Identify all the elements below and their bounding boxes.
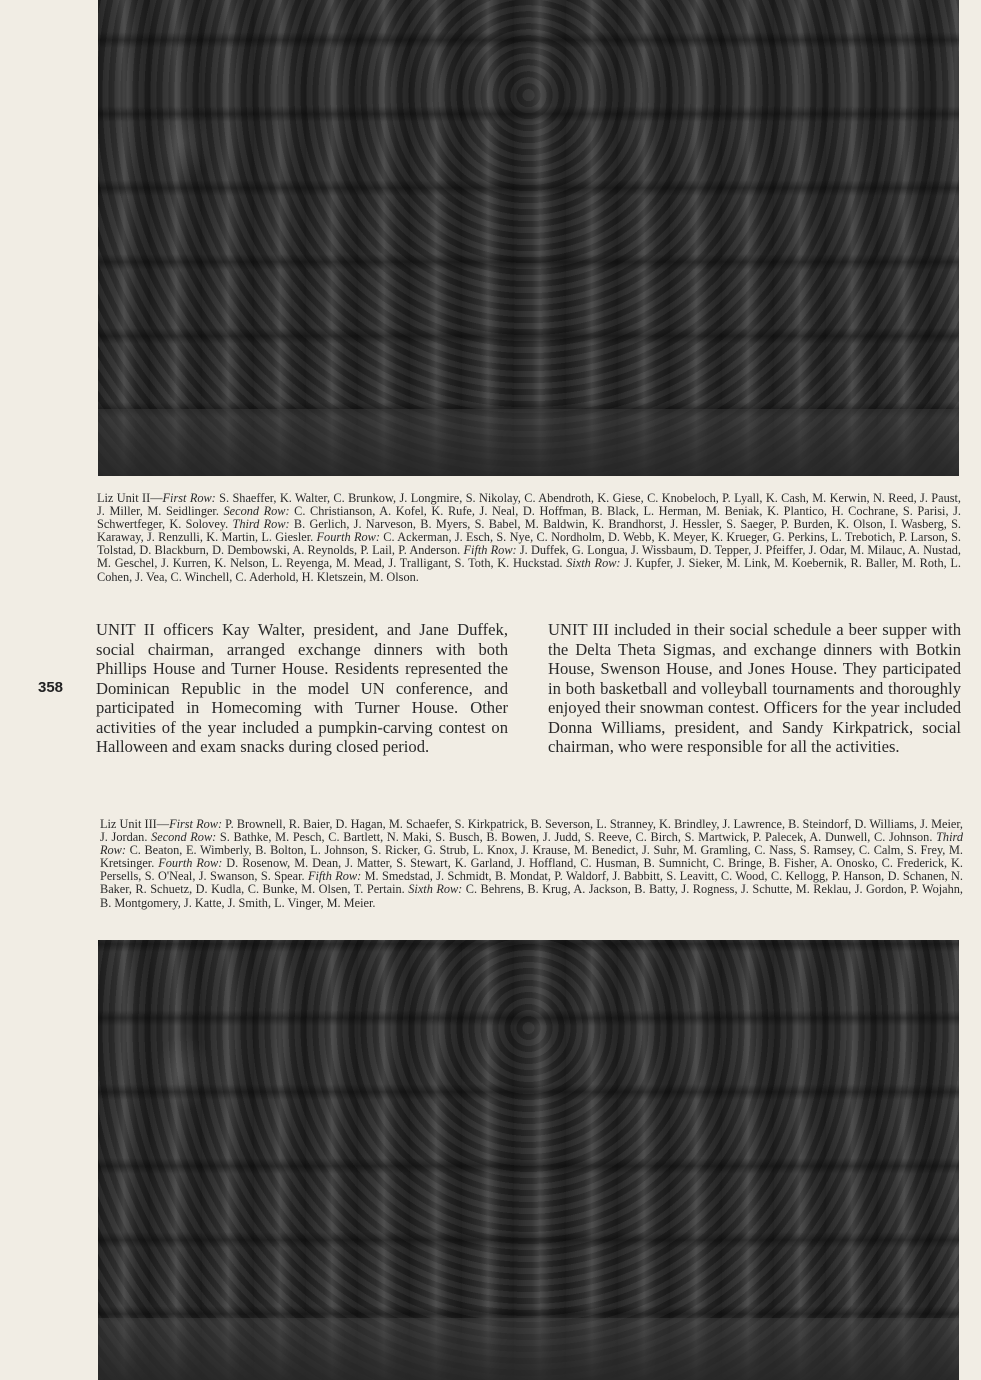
row-names: J. Kupfer, J. Sieker, M. Link, M. Koebernik, R. Baller, M. Roth, L. Cohen, J. Vea, C. Winchell, C. Aderhold, H. Kletszein, M. Olson.	[97, 556, 961, 584]
row-names: J. Duffek, G. Longua, J. Wissbaum, D. Tepper, J. Pfeiffer, J. Odar, M. Milauc, A. Nustad, M. Geschel, J. Kurren, K. Nelson, L. Reyenga, M. Mead, J. Tralligant, S. Toth, K. Huckstad.	[97, 543, 961, 571]
row-label: Fifth Row:	[463, 543, 517, 558]
unit-iii-caption	[100, 818, 963, 910]
row-names: C. Behrens, B. Krug, A. Jackson, B. Batty, J. Rogness, J. Schutte, M. Reklau, J. Gordon, P. Wojahn, B. Montgomery, J. Katte, J. Smith, L. Vinger, M. Meier.	[100, 882, 963, 910]
row-names: C. Ackerman, J. Esch, S. Nye, C. Nordholm, D. Webb, K. Meyer, K. Krueger, G. Perkins, L. Trebotich, P. Larson, S. Tolstad, D. Blackburn, D. Dembowski, A. Reynolds, P. Lail, P. Anderson.	[97, 530, 961, 558]
row-label: Third Row:	[232, 517, 290, 532]
unit-iii-group-photo	[98, 940, 959, 1380]
unit-ii-caption	[97, 492, 961, 584]
unit-iii-article: UNIT III included in their social schedule a beer supper with the Delta Theta Sigmas, and exchange dinners with Botkin House, Swenson House, and Jones House. They participated in both basketball and volleyball tournaments and thoroughly enjoyed their snowman contest. Officers for the year included Donna Williams, president, and Sandy Kirkpatrick, social chairman, who were responsible for all the activities.	[548, 620, 961, 756]
row-names: C. Beaton, E. Wimberly, B. Bolton, L. Johnson, S. Ricker, G. Strub, L. Knox, J. Krause, M. Benedict, J. Suhr, M. Gramling, C. Nass, S. Ramsey, C. Calm, S. Frey, M. Kretsinger.	[100, 843, 963, 871]
row-names: P. Brownell, R. Baier, D. Hagan, M. Schaefer, S. Kirkpatrick, B. Severson, L. Stranney, K. Brindley, J. Lawrence, B. Steindorf, D. Williams, J. Meier, J. Jordan.	[100, 817, 964, 845]
unit-ii-article: UNIT II officers Kay Walter, president, and Jane Duffek, social chairman, arranged exchange dinners with both Phillips House and Turner House. Residents represented the Dominican Republic in the model UN conference, and participated in Homecoming with Turner House. Other activities of the year included a pumpkin-carving contest on Halloween and exam snacks during closed period.	[96, 620, 508, 756]
row-label: Second Row:	[151, 830, 217, 845]
row-label: First Row:	[162, 491, 216, 505]
page-number: 358	[38, 679, 64, 696]
row-label: Fifth Row:	[307, 869, 362, 884]
row-label: Third Row:	[100, 830, 963, 858]
row-names: S. Bathke, M. Pesch, C. Bartlett, N. Maki, S. Busch, B. Bowen, J. Judd, S. Reeve, C. Birch, S. Martwick, P. Palecek, A. Dunwell, C. Johnson.	[216, 830, 937, 845]
unit-ii-group-photo	[98, 0, 959, 476]
caption-lead: Liz Unit III—	[100, 817, 170, 831]
row-names: M. Smedstad, J. Schmidt, B. Mondat, P. Waldorf, J. Babbitt, S. Leavitt, C. Wood, C. Kellogg, P. Hanson, D. Schanen, N. Baker, R. Schuetz, D. Kudla, C. Bunke, M. Olsen, T. Pertain.	[100, 869, 963, 897]
row-names: D. Rosenow, M. Dean, J. Matter, S. Stewart, K. Garland, J. Hoffland, C. Husman, B. Sumnicht, C. Bringe, B. Fisher, A. Onosko, C. Frederick, K. Persells, S. O'Neal, J. Swanson, S. Spear.	[100, 856, 963, 884]
row-label: Fourth Row:	[316, 530, 380, 545]
row-label: Fourth Row:	[158, 856, 223, 871]
row-label: First Row:	[169, 817, 223, 831]
caption-lead: Liz Unit II—	[97, 491, 163, 505]
row-label: Sixth Row:	[566, 556, 621, 571]
row-label: Sixth Row:	[408, 882, 463, 897]
row-label: Second Row:	[223, 504, 290, 519]
row-names: C. Christianson, A. Kofel, K. Rufe, J. Neal, D. Hoffman, B. Black, L. Herman, M. Beniak, K. Plantico, H. Cochrane, S. Parisi, J. Schwertfeger, K. Solovey.	[97, 504, 961, 532]
row-names: B. Gerlich, J. Narveson, B. Myers, S. Babel, M. Baldwin, K. Brandhorst, J. Hessler, S. Saeger, P. Burden, K. Olson, I. Wasberg, S. Karaway, J. Renzulli, K. Martin, L. Giesler.	[97, 517, 961, 545]
row-names: S. Shaeffer, K. Walter, C. Brunkow, J. Longmire, S. Nikolay, C. Abendroth, K. Giese, C. Knobeloch, P. Lyall, K. Cash, M. Kerwin, N. Reed, J. Paust, J. Miller, M. Seidlinger.	[97, 491, 961, 519]
